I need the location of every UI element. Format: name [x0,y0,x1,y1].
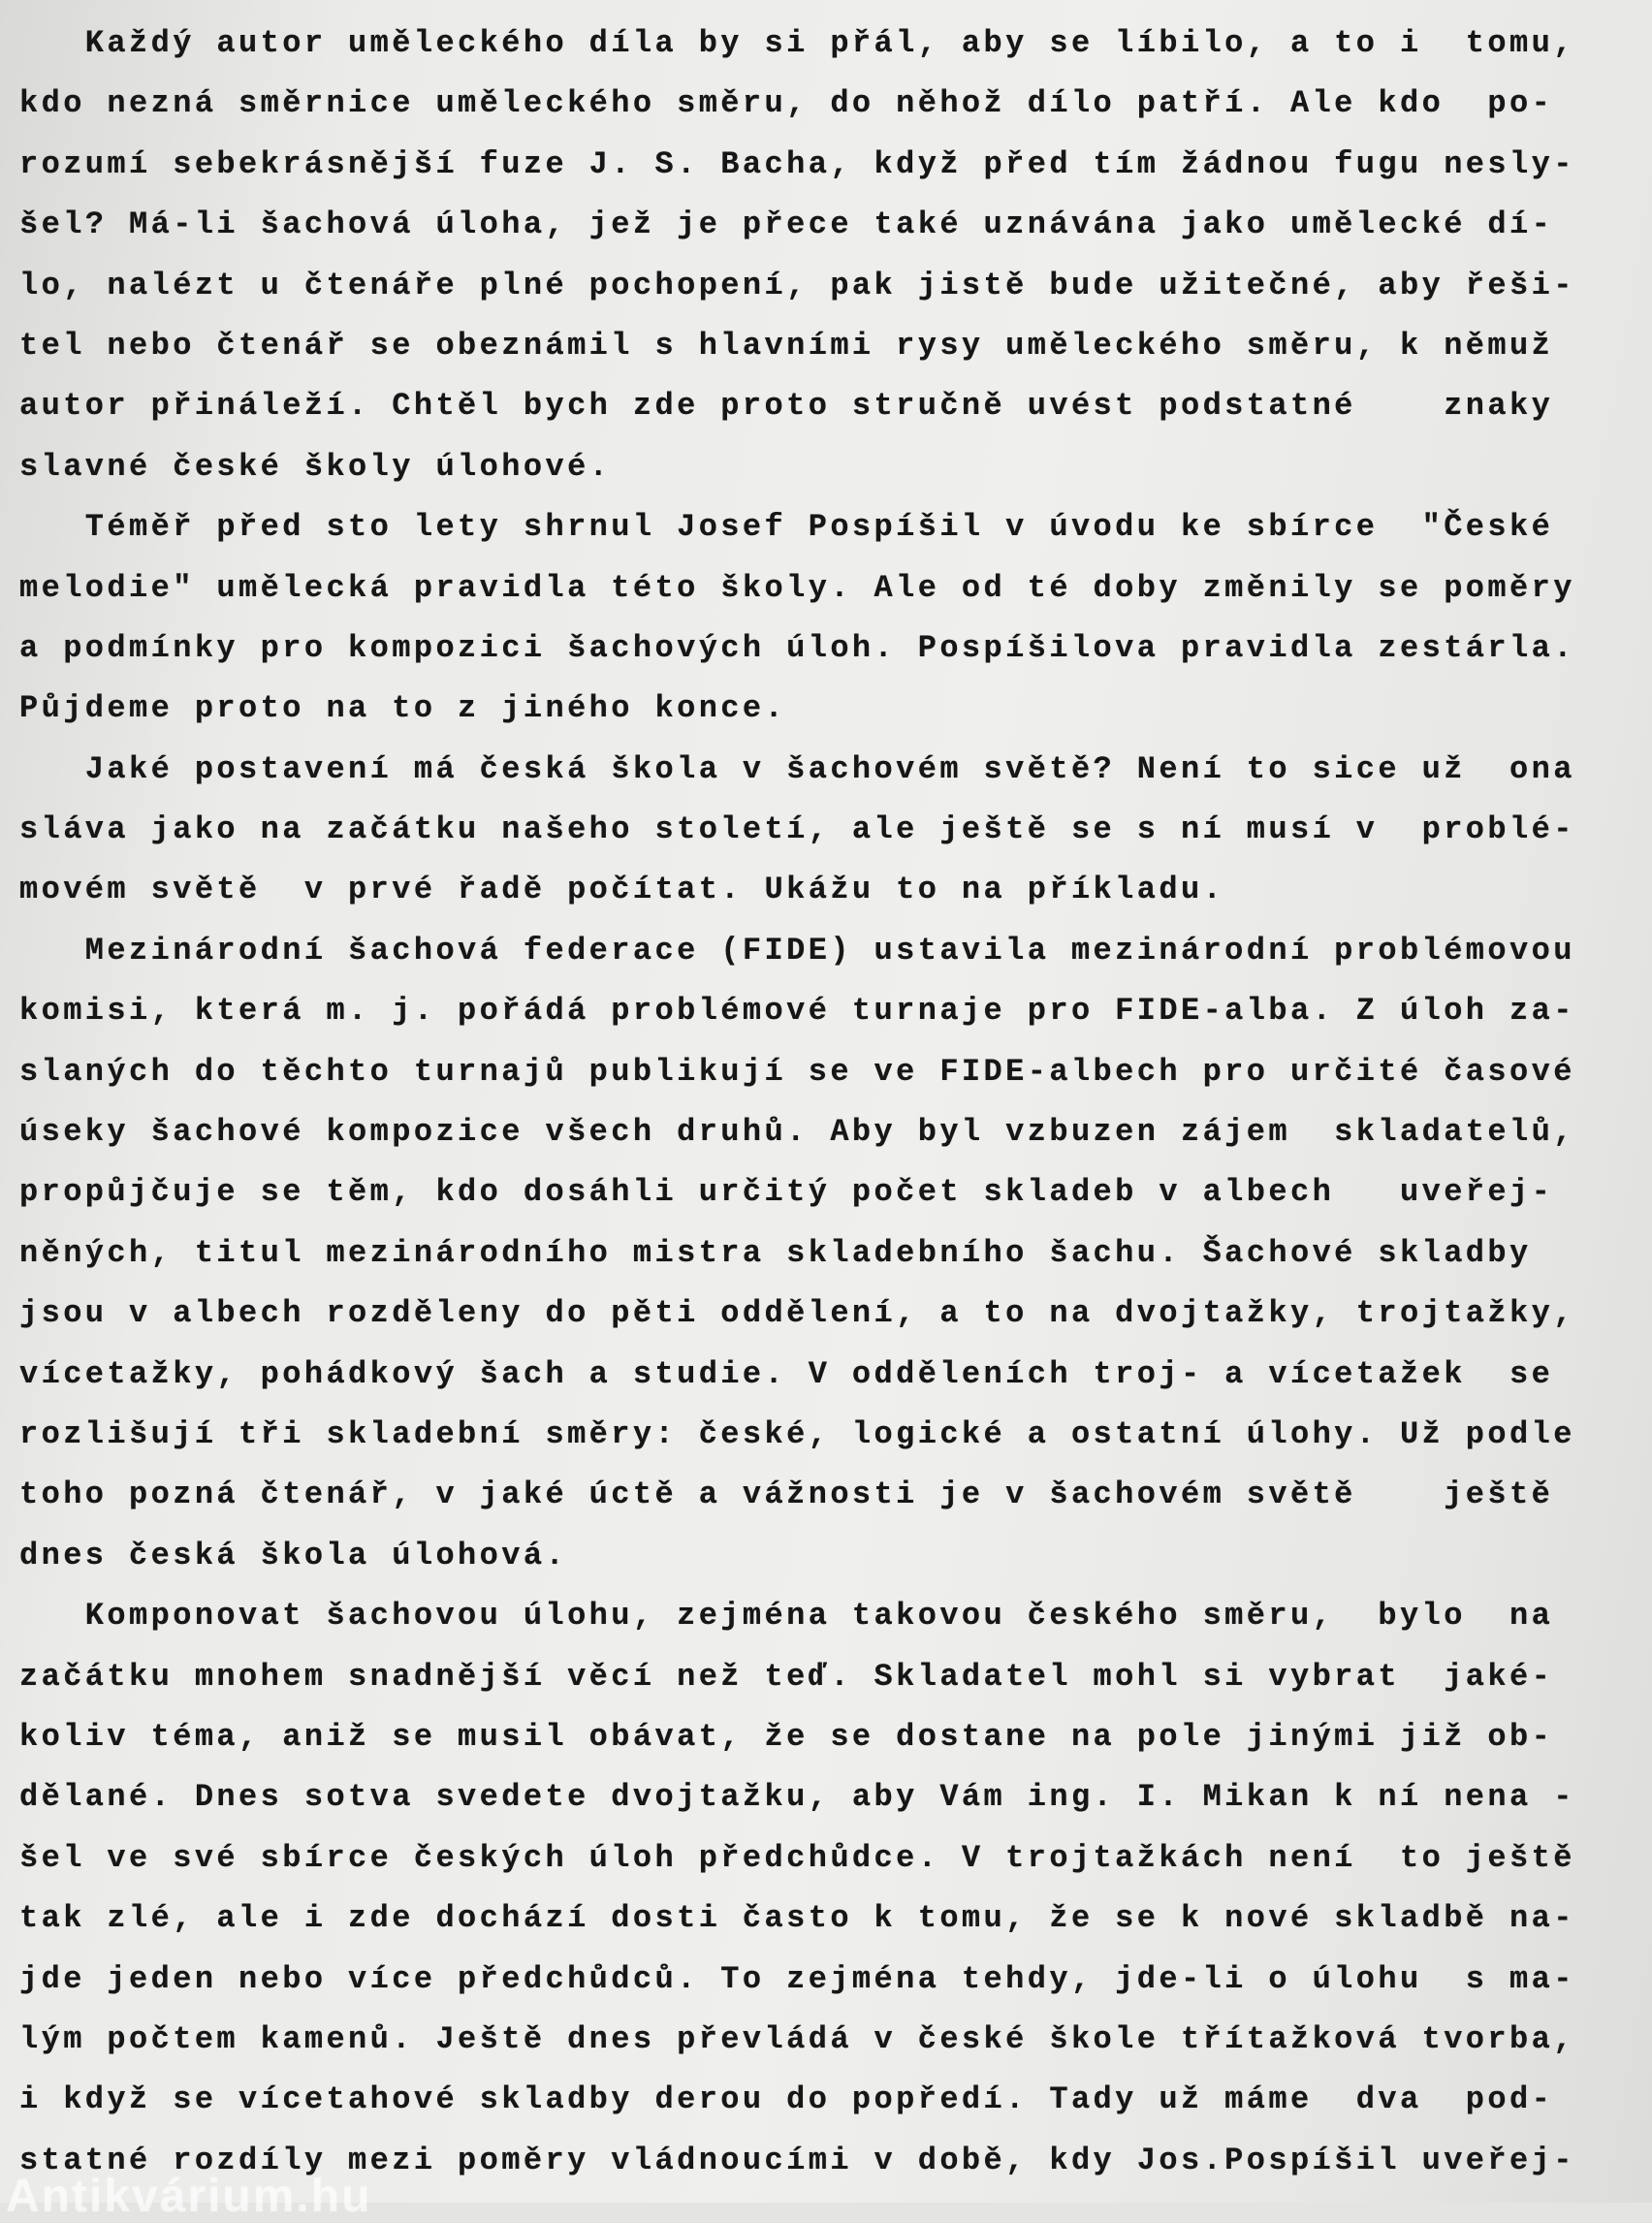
text-line: Mezinárodní šachová federace (FIDE) ustavila mezinárodní problémovou [19,932,1575,969]
text-line: tak zlé, ale i zde dochází dosti často k tomu, že se k nové skladbě na- [19,1900,1575,1937]
text-line: Téměř před sto lety shrnul Josef Pospíšil v úvodu ke sbírce "České [19,509,1554,546]
text-line: lým počtem kamenů. Ještě dnes převládá v české škole třítažková tvorba, [19,2020,1575,2057]
text-line: dnes česká škola úlohová. [19,1537,568,1573]
text-line: sláva jako na začátku našeho století, ale ještě se s ní musí v problé- [19,811,1575,848]
text-line: Každý autor uměleckého díla by si přál, aby se líbilo, a to i tomu, [19,25,1575,61]
text-line: toho pozná čtenář, v jaké úctě a vážnosti je v šachovém světě ještě [19,1477,1554,1513]
text-line: Půjdeme proto na to z jiného konce. [19,690,787,727]
text-line: propůjčuje se těm, kdo dosáhli určitý počet skladeb v albech uveřej- [19,1174,1554,1211]
text-line: jde jeden nebo více předchůdců. To zejména tehdy, jde-li o úlohu s ma- [19,1960,1575,1997]
text-line: koliv téma, aniž se musil obávat, že se dostane na pole jinými již ob- [19,1718,1554,1755]
text-line: kdo nezná směrnice uměleckého směru, do něhož dílo patří. Ale kdo po- [19,85,1554,122]
text-line: Komponovat šachovou úlohu, zejména takovou českého směru, bylo na [19,1598,1554,1635]
text-line: vícetažky, pohádkový šach a studie. V odděleních troj- a vícetažek se [19,1355,1554,1392]
text-line: statné rozdíly mezi poměry vládnoucími v době, kdy Jos.Pospíšil uveřej- [19,2142,1575,2178]
watermark-logo: Antikvárium.hu [6,2171,372,2222]
text-line: rozlišují tři skladební směry: české, logické a ostatní úlohy. Už podle [19,1415,1575,1452]
text-line: začátku mnohem snadnější věcí než teď. Skladatel mohl si vybrat jaké- [19,1658,1554,1695]
text-line: a podmínky pro kompozici šachových úloh. Pospíšilova pravidla zestárla. [19,629,1575,666]
text-line: šel ve své sbírce českých úloh předchůdce. V trojtažkách není to ještě [19,1839,1575,1876]
text-line: Jaké postavení má česká škola v šachovém světě? Není to sice už ona [19,750,1575,787]
text-line: melodie" umělecká pravidla této školy. Ale od té doby změnily se poměry [19,569,1575,606]
text-line: autor přináleží. Chtěl bych zde proto stručně uvést podstatné znaky [19,388,1554,425]
text-line: rozumí sebekrásnější fuze J. S. Bacha, když před tím žádnou fugu nesly- [19,145,1575,182]
text-line: dělané. Dnes sotva svedete dvojtažku, aby Vám ing. I. Mikan k ní nena - [19,1779,1575,1816]
text-line: jsou v albech rozděleny do pěti oddělení, a to na dvojtažky, trojtažky, [19,1295,1575,1332]
text-line: komisi, která m. j. pořádá problémové turnaje pro FIDE-alba. Z úloh za- [19,993,1575,1030]
text-line: šel? Má-li šachová úloha, jež je přece také uznávána jako umělecké dí- [19,206,1554,243]
body-text [19,14,1575,2191]
text-line: lo, nalézt u čtenáře plné pochopení, pak jistě bude užitečné, aby řeši- [19,267,1575,303]
text-line: movém světě v prvé řadě počítat. Ukážu to na příkladu. [19,872,1225,908]
text-line: i když se vícetahové skladby derou do popředí. Tady už máme dva pod- [19,2081,1554,2118]
text-line: úseky šachové kompozice všech druhů. Aby byl vzbuzen zájem skladatelů, [19,1114,1575,1151]
text-line: tel nebo čtenář se obeznámil s hlavními rysy uměleckého směru, k němuž [19,327,1554,364]
text-line: něných, titul mezinárodního mistra skladebního šachu. Šachové skladby [19,1234,1532,1271]
text-line: slavné české školy úlohové. [19,448,612,485]
text-line: slaných do těchto turnajů publikují se ve FIDE-albech pro určité časové [19,1053,1575,1090]
